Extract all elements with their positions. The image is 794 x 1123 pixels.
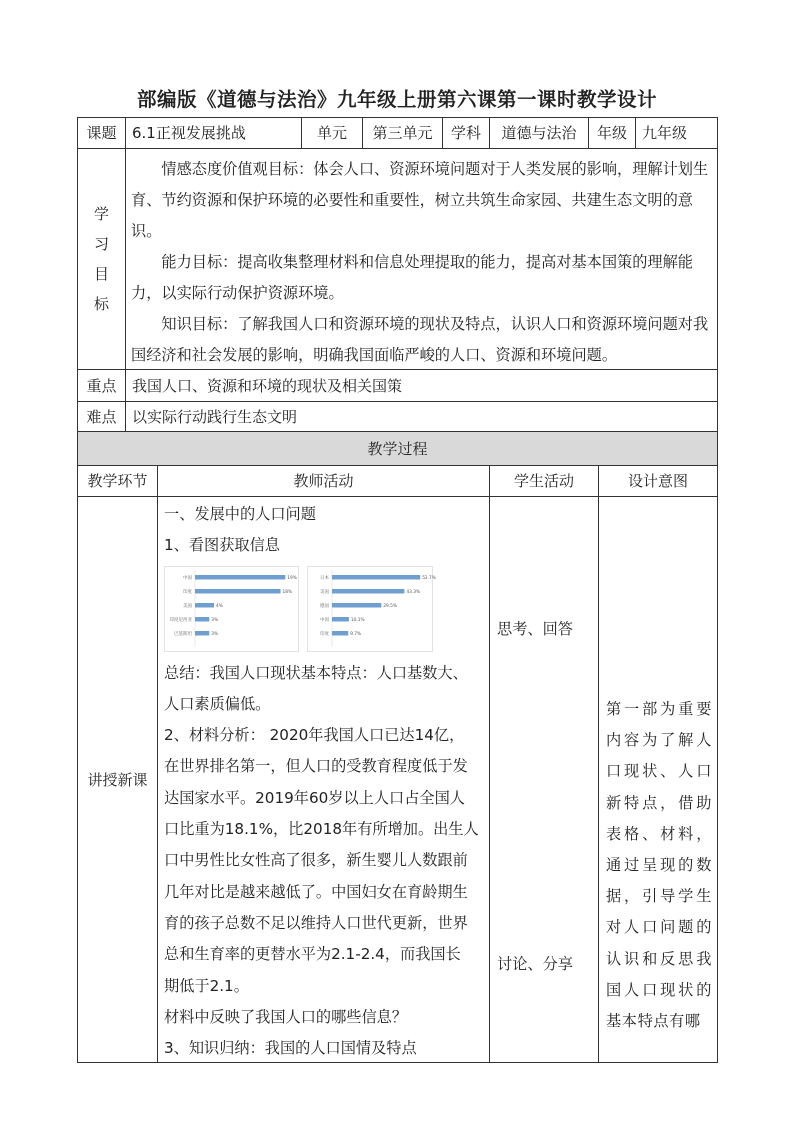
objectives-label: 学习目标 xyxy=(93,205,109,313)
chart-bar xyxy=(332,575,420,580)
teacher-line: 一、发展中的人口问题 xyxy=(164,505,316,523)
chart-value-label: 3% xyxy=(211,631,219,637)
chart-category-label: 巴基斯坦 xyxy=(174,631,192,637)
unit-label: 单元 xyxy=(316,124,347,142)
col-stage-header: 教学环节 xyxy=(87,472,148,490)
chart-value-label: 19% xyxy=(287,575,297,581)
subject-label: 学科 xyxy=(450,124,481,142)
col-student-header: 学生活动 xyxy=(513,472,574,490)
difficulty-label: 难点 xyxy=(86,408,117,426)
chart-bar xyxy=(332,617,349,622)
teacher-line: 育的孩子总数不足以维持人口世代更新，世界 xyxy=(164,913,468,932)
key-point-label: 重点 xyxy=(86,376,117,395)
col-teacher-header: 教师活动 xyxy=(293,472,354,490)
objective-ability: 能力目标：提高收集整理材料和信息处理提取的能力，提高对基本国策的理解能力，以实际行动保护资源环境。 xyxy=(131,253,693,302)
teacher-line: 1、看图获取信息 xyxy=(164,536,280,555)
teacher-line: 2、材料分析： 2020年我国人口已达14亿， xyxy=(164,726,465,745)
teacher-line: 材料中反映了我国人口的哪些信息？ xyxy=(164,1007,407,1026)
chart-category-label: 印度 xyxy=(320,631,329,637)
teacher-line: 总和生育率的更替水平为2.1-2.4，而我国长 xyxy=(164,945,461,964)
chart-value-label: 29.5% xyxy=(383,603,397,609)
chart-category-label: 中国 xyxy=(183,575,192,581)
lesson-info-table xyxy=(77,117,718,432)
teacher-line: 几年对比是越来越低了。中国妇女在育龄期生 xyxy=(164,882,468,901)
grade-label: 年级 xyxy=(596,124,627,142)
chart-category-label: 日本 xyxy=(320,575,329,581)
chart-bar xyxy=(195,575,285,580)
objectives-text xyxy=(131,154,711,368)
teacher-line: 期低于2.1。 xyxy=(164,976,249,995)
topic-value: 6.1正视发展挑战 xyxy=(132,124,246,142)
teacher-line: 在世界排名第一，但人口的受教育程度低于发 xyxy=(164,757,468,776)
chart-bar xyxy=(332,631,348,636)
teacher-line: 口比重为18.1%，比2018年有所增加。出生人 xyxy=(164,820,479,839)
unit-value: 第三单元 xyxy=(372,124,433,142)
col-intent-header: 设计意图 xyxy=(627,472,688,490)
chart-bar xyxy=(332,603,381,608)
chart-category-label: 美国 xyxy=(183,603,192,609)
chart-value-label: 43.3% xyxy=(406,589,421,595)
design-intent xyxy=(606,694,712,1044)
chart-value-label: 4% xyxy=(216,603,223,609)
chart-bar xyxy=(195,603,214,608)
teacher-line: 总结：我国人口现状基本特点：人口基数大、 xyxy=(164,663,468,682)
objective-emotion: 情感态度价值观目标：体会人口、资源环境问题对于人类发展的影响，理解计划生育、节约资源和保护环境的必要性和重要性，树立共筑生命家园、共建生态文明的意识。 xyxy=(131,160,709,240)
topic-label: 课题 xyxy=(86,124,117,142)
teacher-activity xyxy=(164,499,486,1059)
chart-category-label: 美国 xyxy=(320,589,329,595)
difficulty-value: 以实际行动践行生态文明 xyxy=(132,408,298,426)
design-intent-text: 第一部为重要内容为了解人口现状、人口新特点，借助表格、材料，通过呈现的数据，引导学生对人口问题的认识和反思我国人口现状的基本特点有哪 xyxy=(606,700,712,1031)
chart-category-label: 印度 xyxy=(183,589,192,595)
chart-bar xyxy=(332,589,404,594)
teacher-line: 3、知识归纳：我国的人口国情及特点 xyxy=(164,1039,417,1058)
teacher-line: 口中男性比女性高了很多，新生婴儿人数跟前 xyxy=(164,851,468,870)
teaching-process-table xyxy=(77,432,718,1063)
population-share-svg xyxy=(165,567,298,651)
chart-value-label: 10.1% xyxy=(350,617,365,623)
chart-bar xyxy=(195,631,209,636)
subject-value: 道德与法治 xyxy=(501,124,577,142)
chart-value-label: 9.7% xyxy=(350,631,362,637)
charts-area xyxy=(164,562,486,658)
population-share-chart xyxy=(164,566,299,652)
chart-value-label: 18% xyxy=(282,589,293,595)
chart-category-label: 印度尼西亚 xyxy=(169,617,192,623)
chart-category-label: 德国 xyxy=(320,603,329,609)
objective-knowledge: 知识目标：了解我国人口和资源环境的现状及特点，认识人口和资源环境问题对我国经济和社会发展的影响，明确我国面临严峻的人口、资源和环境问题。 xyxy=(131,315,709,364)
education-share-chart xyxy=(307,566,436,652)
grade-value: 九年级 xyxy=(642,124,688,142)
chart-bar xyxy=(195,617,209,622)
student-activity-2: 讨论、分享 xyxy=(497,955,573,973)
chart-value-label: 52.7% xyxy=(422,575,436,581)
key-point-value: 我国人口、资源和环境的现状及相关国策 xyxy=(132,376,403,395)
process-header: 教学过程 xyxy=(78,432,717,465)
chart-bar xyxy=(195,589,281,594)
document-title: 部编版《道德与法治》九年级上册第六课第一课时教学设计 xyxy=(136,88,657,111)
chart-value-label: 3% xyxy=(211,617,219,623)
teacher-line: 人口素质偏低。 xyxy=(164,694,271,713)
chart-category-label: 中国 xyxy=(320,617,329,623)
stage-value: 讲授新课 xyxy=(87,770,148,789)
student-activity-1: 思考、回答 xyxy=(497,620,573,638)
teacher-line: 达国家水平。2019年60岁以上人口占全国人 xyxy=(164,788,465,807)
education-share-svg xyxy=(308,567,436,651)
